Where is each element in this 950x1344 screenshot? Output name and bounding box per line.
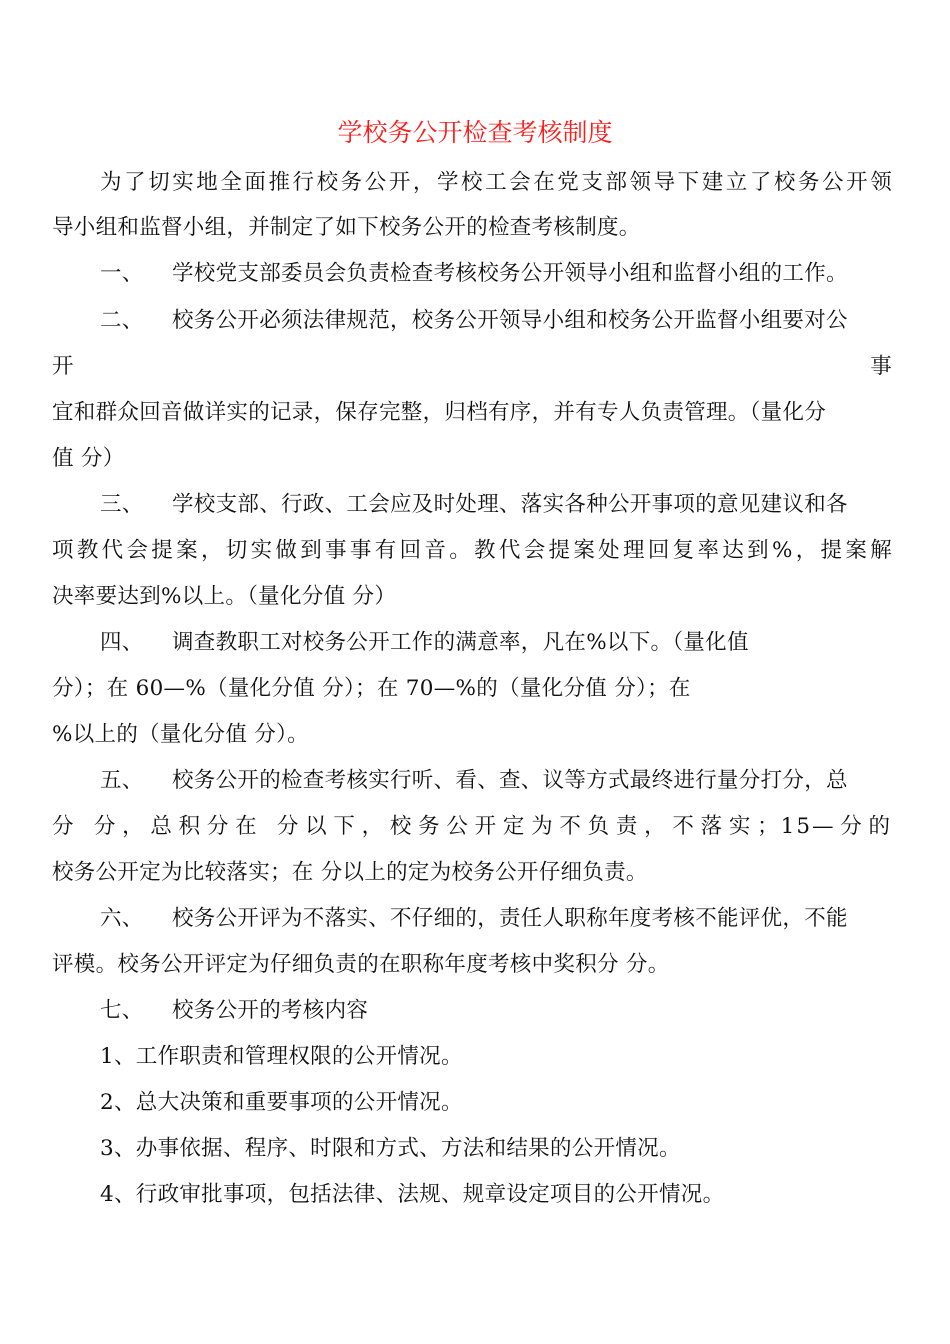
- section-3-line-3: 决率要达到%以上。（量化分值 分）: [52, 584, 397, 609]
- section-2-line-3: 宜和群众回音做详实的记录，保存完整，归档有序，并有专人负责管理。（量化分: [52, 400, 827, 425]
- intro-line-2: 导小组和监督小组，并制定了如下校务公开的检查考核制度。: [52, 215, 641, 240]
- document-title: 学校务公开检查考核制度: [337, 118, 613, 147]
- section-5-line-2: 分 分，总积分在 分以下，校务公开定为不负责，不落实；15—分的: [52, 814, 892, 839]
- section-number: 二、: [100, 308, 144, 333]
- list-item: 3、办事依据、程序、时限和方式、方法和结果的公开情况。: [100, 1136, 681, 1161]
- section-5-line-3: 校务公开定为比较落实；在 分以上的定为校务公开仔细负责。: [52, 860, 648, 885]
- section-text: 学校党支部委员会负责检查考核校务公开领导小组和监督小组的工作。: [172, 261, 848, 286]
- list-item: 1、工作职责和管理权限的公开情况。: [100, 1044, 463, 1069]
- section-number: 三、: [100, 492, 144, 517]
- intro-line-1: 为了切实地全面推行校务公开，学校工会在党支部领导下建立了校务公开领: [100, 170, 892, 195]
- section-number: 七、: [100, 998, 144, 1023]
- section-4-line-2: 分）；在 60—%（量化分值 分）；在 70—%的（量化分值 分）；在: [52, 676, 691, 701]
- list-item: 2、总大决策和重要事项的公开情况。: [100, 1090, 463, 1115]
- section-text-right: 事: [870, 354, 892, 379]
- section-5-line-1: [100, 766, 892, 796]
- section-text: 学校支部、行政、工会应及时处理、落实各种公开事项的意见建议和各: [172, 492, 848, 517]
- section-text: 校务公开必须法律规范，校务公开领导小组和校务公开监督小组要对公: [172, 308, 848, 333]
- section-3-line-1: [100, 490, 892, 520]
- section-text: 调查教职工对校务公开工作的满意率，凡在%以下。（量化值: [172, 630, 749, 655]
- section-number: 四、: [100, 630, 144, 655]
- list-item: 4、行政审批事项，包括法律、法规、规章设定项目的公开情况。: [100, 1182, 725, 1207]
- section-1: [100, 259, 892, 289]
- section-2-line-4: 值 分）: [52, 446, 125, 471]
- section-number: 六、: [100, 906, 144, 931]
- section-number: 一、: [100, 261, 144, 286]
- section-7: [100, 996, 892, 1026]
- section-text: 校务公开评为不落实、不仔细的，责任人职称年度考核不能评优，不能: [172, 906, 848, 931]
- section-4-line-3: %以上的（量化分值 分）。: [52, 722, 309, 747]
- section-number: 五、: [100, 768, 144, 793]
- section-text-left: 开: [52, 354, 74, 379]
- section-3-line-2: 项教代会提案，切实做到事事有回音。教代会提案处理回复率达到%，提案解: [52, 538, 892, 563]
- section-6-line-2: 评模。校务公开评定为仔细负责的在职称年度考核中奖积分 分。: [52, 952, 670, 977]
- section-text: 校务公开的考核内容: [172, 998, 369, 1023]
- section-text: 校务公开的检查考核实行听、看、查、议等方式最终进行量分打分，总: [172, 768, 848, 793]
- section-4-line-1: [100, 628, 892, 658]
- section-2-line-1: [100, 306, 892, 336]
- section-6-line-1: [100, 904, 892, 934]
- section-2-line-2: [52, 352, 892, 382]
